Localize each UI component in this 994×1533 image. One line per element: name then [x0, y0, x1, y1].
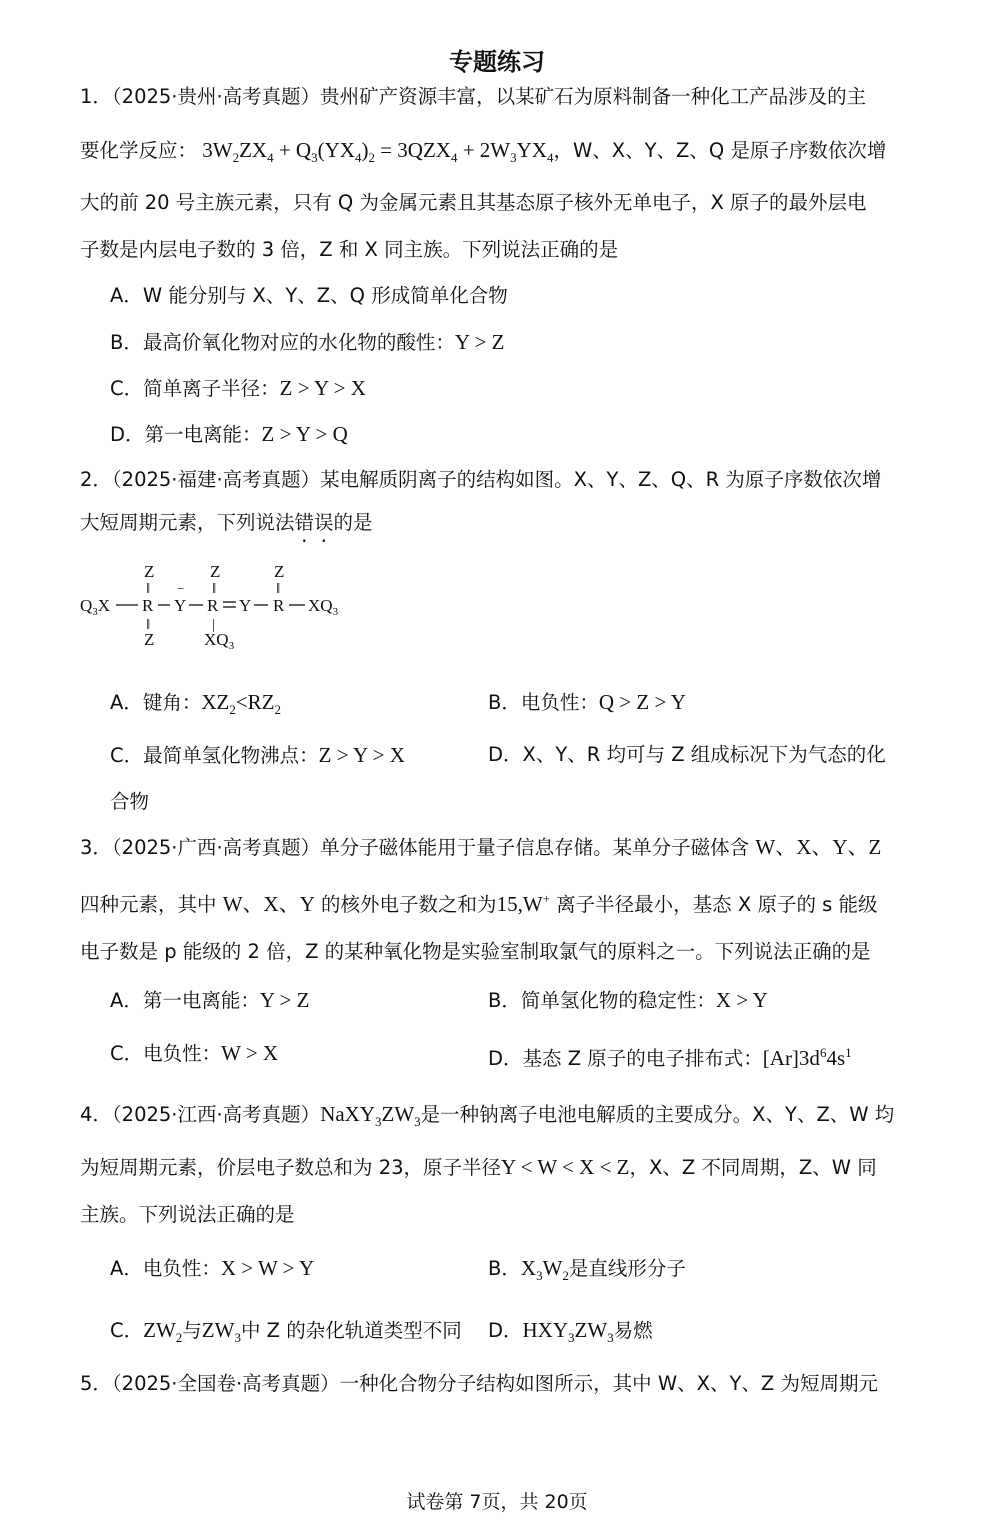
q2-option-d: D．X、Y、R 均可与 Z 组成标况下为气态的化	[488, 743, 886, 766]
q2-option-b: B．电负性：Q > Z > Y	[488, 690, 686, 714]
struct-atom-z: Z	[144, 562, 155, 581]
q2-structure-diagram	[76, 555, 366, 655]
q1-line2	[80, 136, 886, 172]
page-footer: 试卷第 7页，共 20页	[406, 1491, 588, 1513]
q5-line1: 5．（2025·全国卷·高考真题）一种化合物分子结构如图所示，其中 W、X、Y、Z 为短周期元	[80, 1372, 878, 1395]
struct-atom-r: R	[273, 596, 285, 615]
q4-line2: 为短周期元素，价层电子数总和为 23，原子半径Y < W < X < Z，X、Z 不同周期，Z、W 同	[80, 1155, 877, 1179]
q2-line1: 2．（2025·福建·高考真题）某电解质阴离子的结构如图。X、Y、Z、Q、R 为原子序数依次增	[80, 468, 882, 491]
q3-line3: 电子数是 p 能级的 2 倍，Z 的某种氧化物是实验室制取氯气的原料之一。下列说法正确的是	[80, 940, 871, 963]
q1-line2-post: ，W、X、Y、Z、Q 是原子序数依次增	[553, 139, 887, 162]
q4-line3: 主族。下列说法正确的是	[80, 1203, 295, 1226]
struct-double-bond: ‖	[146, 581, 151, 597]
page-title: 专题练习	[449, 48, 545, 76]
emphasis-char: 误	[314, 511, 334, 534]
struct-atom-z: Z	[144, 630, 155, 649]
q3-option-b: B．简单氢化物的稳定性：X > Y	[488, 988, 768, 1012]
struct-group-xq3: $XQ_3$	[204, 630, 235, 652]
q2-line2: 大短周期元素，下列说法错误的是	[80, 509, 373, 537]
q4-option-d: D．$HXY_3ZW_3$易燃	[488, 1318, 653, 1346]
struct-atom-y: Y	[174, 596, 187, 615]
q1-option-a: A．W 能分别与 X、Y、Z、Q 形成简单化合物	[110, 284, 508, 307]
q3-line2: 四种元素，其中 W、X、Y 的核外电子数之和为15,W+ 离子半径最小，基态 X 原子的 s 能级	[80, 891, 878, 916]
struct-group-q3x: $Q_3X$	[80, 596, 111, 618]
struct-charge: −	[177, 581, 185, 596]
q2-option-c: C．最简单氢化物沸点：Z > Y > X	[110, 743, 405, 767]
q3-line1: 3．（2025·广西·高考真题）单分子磁体能用于量子信息存储。某单分子磁体含 W、X、Y、Z	[80, 835, 882, 859]
q4-option-c: C．$ZW_2$与$ZW_3$中 Z 的杂化轨道类型不同	[110, 1318, 462, 1346]
q4-option-b: B．$X_3W_2$是直线形分子	[488, 1256, 686, 1284]
q2-option-a: A．键角：$XZ_2<RZ_2$	[110, 690, 282, 718]
struct-atom-y: Y	[239, 596, 252, 615]
q1-equation: $3W_2ZX_4 + Q_3(YX_4)_2 = 3QZX_4 + 2W_3YX_4$	[197, 138, 554, 166]
q3-option-d: D．基态 Z 原子的电子排布式：$[Ar]3d^64s^1$	[488, 1045, 852, 1070]
struct-atom-z: Z	[274, 562, 285, 581]
q4-option-a: A．电负性：X > W > Y	[110, 1256, 315, 1280]
struct-atom-r: R	[207, 596, 219, 615]
struct-double-bond: ‖	[212, 581, 217, 597]
struct-atom-z: Z	[210, 562, 221, 581]
struct-double-bond: ‖	[146, 617, 151, 633]
q2-option-d-cont: 合物	[110, 790, 150, 813]
q1-line4: 子数是内层电子数的 3 倍，Z 和 X 同主族。下列说法正确的是	[80, 238, 619, 261]
q1-option-d: D．第一电离能：Z > Y > Q	[110, 422, 348, 446]
q1-option-b: B．最高价氧化物对应的水化物的酸性：Y > Z	[110, 330, 505, 354]
q1-line3: 大的前 20 号主族元素，只有 Q 为金属元素且其基态原子核外无单电子，X 原子的最外层电	[80, 191, 867, 214]
q3-option-c: C．电负性：W > X	[110, 1041, 279, 1065]
q4-line1: 4．（2025·江西·高考真题）$NaXY_3ZW_3$是一种钠离子电池电解质的主要成分。X、Y、Z、W 均	[80, 1102, 895, 1130]
q1-line2-pre: 要化学反应：	[80, 139, 198, 162]
q1-line1: 1．（2025·贵州·高考真题）贵州矿产资源丰富，以某矿石为原料制备一种化工产品涉及的主	[80, 85, 867, 108]
struct-single-bond: |	[212, 617, 216, 633]
emphasis-char: 错	[294, 511, 315, 534]
q3-option-a: A．第一电离能：Y > Z	[110, 988, 310, 1012]
struct-atom-r: R	[142, 596, 154, 615]
struct-double-bond: ‖	[276, 581, 281, 597]
q1-option-c: C．简单离子半径：Z > Y > X	[110, 376, 366, 400]
struct-group-xq3: $XQ_3$	[308, 596, 339, 618]
